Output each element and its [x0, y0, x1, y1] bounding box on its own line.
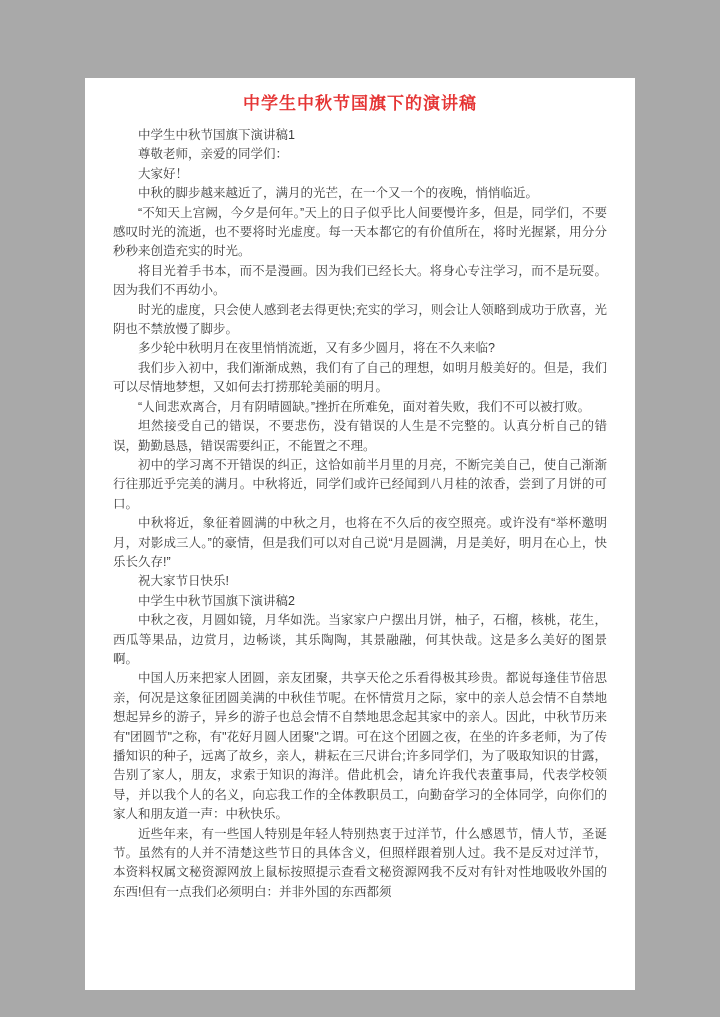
paragraph: 时光的虚度，只会使人感到老去得更快;充实的学习，则会让人领略到成功于欣喜，光阴也不禁放慢了脚步。: [113, 302, 607, 337]
paragraph: 我们步入初中，我们渐渐成熟，我们有了自己的理想，如明月般美好的。但是，我们可以尽情地梦想，又如何去打捞那轮美丽的明月。: [113, 360, 607, 395]
document-title: 中学生中秋节国旗下的演讲稿: [243, 94, 477, 113]
paragraph: 尊敬老师，亲爱的同学们：: [138, 147, 289, 162]
paragraph: 中学生中秋节国旗下演讲稿2: [138, 593, 295, 608]
paragraph: 坦然接受自己的错误，不要悲伤，没有错误的人生是不完整的。认真分析自己的错误，勤勤恳恳，错误需要纠正，不能置之不理。: [113, 419, 607, 453]
paragraph: 祝大家节日快乐!: [138, 574, 229, 589]
paragraph: 多少轮中秋明月在夜里悄悄流逝，又有多少圆月，将在不久来临?: [138, 341, 495, 356]
paragraph: 中学生中秋节国旗下演讲稿1: [138, 128, 295, 142]
paragraph: 近些年来，有一些国人特别是年轻人特别热衷于过洋节，什么感恩节，情人节，圣诞节。虽然有的人并不清楚这些节日的具体含义，但照样跟着别人过。我不是反对过洋节，本资料权属文秘资源网放上鼠标按照提示查看文秘资源网我不反对有针对性地吸收外国的东西!但有一点我们必须明白：并非外国的东西都须: [113, 826, 607, 899]
paragraph: “人间悲欢离合，月有阴晴圆缺。”挫折在所难免，面对着失败，我们不可以被打败。: [138, 399, 591, 414]
paragraph: 中国人历来把家人团圆，亲友团聚，共享天伦之乐看得极其珍贵。都说每逢佳节倍思亲，何况是这象征团圆美满的中秋佳节呢。在怀情赏月之际，家中的亲人总会情不自禁地想起异乡的游子，异乡的游子也总会情不自禁地思念起其家中的亲人。因此，中秋节历来有"团圆节"之称，有"花好月圆人团聚"之谓。可在这个团圆之夜，在坐的许多老师，为了传播知识的种子，远离了故乡，亲人，耕耘在三尺讲台;许多同学们，为了吸取知识的甘露，告别了家人，朋友，求索于知识的海洋。借此机会，请允许我代表董事局，代表学校领导，并以我个人的名义，向忘我工作的全体教职员工，向勤奋学习的全体同学，向你们的家人和朋友道一声：中秋快乐。: [113, 671, 607, 822]
paragraph: 中秋之夜，月圆如镜，月华如洗。当家家户户摆出月饼，柚子，石榴，核桃，花生，西瓜等果品，边赏月，边畅谈，其乐陶陶，其景融融，何其快哉。这是多么美好的图景啊。: [113, 613, 607, 666]
paragraph: 将目光着手书本，而不是漫画。因为我们已经长大。将身心专注学习，而不是玩耍。因为我们不再幼小。: [113, 263, 607, 298]
paragraph: “不知天上宫阙，今夕是何年。”天上的日子似乎比人间要慢许多，但是，同学们，不要感叹时光的流逝，也不要将时光虚度。每一天本都它的有价值所在，将时光握紧，用分分秒秒来创造充实的时光。: [113, 205, 607, 259]
paragraph: 中秋的脚步越来越近了，满月的光芒，在一个又一个的夜晚，悄悄临近。: [138, 186, 539, 201]
paragraph: 初中的学习离不开错误的纠正，这恰如前半月里的月亮，不断完美自己，使自己渐渐行往那近乎完美的满月。中秋将近，同学们或许已经闻到八月桂的浓香，尝到了月饼的可口。: [113, 457, 607, 511]
document-page: [85, 78, 635, 990]
document-body: [113, 126, 607, 902]
paragraph: 中秋将近，象征着圆满的中秋之月，也将在不久后的夜空照亮。或许没有“举杯邀明月，对影成三人。”的豪情，但是我们可以对自己说“月是圆满，月是美好，明月在心上，快乐长久存!”: [113, 516, 607, 569]
paragraph: 大家好！: [138, 166, 189, 181]
